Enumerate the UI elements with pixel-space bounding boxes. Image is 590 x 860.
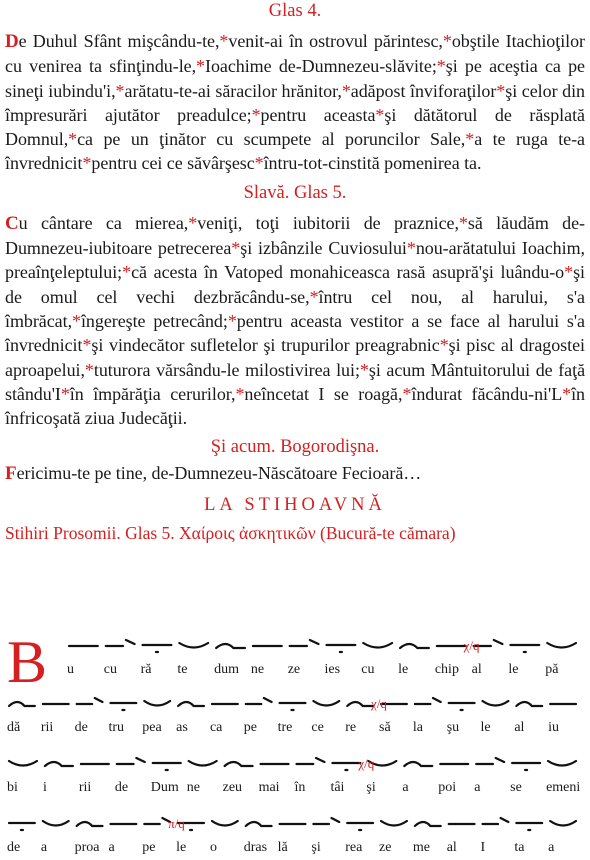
score-syllable: ce: [311, 720, 324, 735]
score-syllable: as: [176, 720, 188, 735]
score-syllable: tre: [277, 720, 293, 735]
score-syllable: se: [510, 780, 522, 795]
slava-heading: [5, 181, 585, 205]
neume-mark: [246, 822, 272, 826]
slava-segment: şi de omul cel vechi dezbrăcându-se,: [5, 262, 585, 307]
glas4-segment: întru-tot-cinstită pomenirea ta.: [263, 153, 482, 174]
score-syllable: lă: [277, 840, 288, 855]
score-syllable: al: [446, 840, 457, 855]
score-syllable: şi: [311, 840, 321, 855]
pause-asterisk: *: [60, 383, 70, 404]
neume-mark: [43, 821, 69, 826]
pause-asterisk: *: [251, 104, 261, 125]
pause-asterisk: *: [219, 31, 229, 51]
neume-mark: [512, 763, 540, 770]
score-syllable: le: [176, 840, 187, 855]
neume-mark: [483, 701, 509, 706]
neume-mark: [45, 762, 73, 766]
neume-mark: [106, 640, 135, 646]
score-syllable: ne: [250, 662, 265, 677]
pause-asterisk: *: [375, 104, 385, 125]
neume-mark: [313, 818, 339, 824]
pause-asterisk: *: [564, 262, 574, 283]
slava-segment: nou-arătatului Ioachim, preaînţeleptului;: [5, 238, 585, 283]
neume-mark: [550, 821, 576, 826]
neume-mark: [313, 701, 339, 706]
neume-mark: [77, 698, 103, 704]
score-syllable: Dum: [150, 780, 179, 795]
neume-mark: [476, 758, 504, 764]
score-syllable: de: [114, 780, 129, 795]
pause-asterisk: *: [82, 335, 92, 356]
slava-heading-rest: lavă. Glas 5.: [253, 182, 347, 203]
pause-asterisk: *: [115, 80, 125, 101]
neume-mark: [178, 702, 204, 706]
pause-asterisk: *: [309, 286, 319, 307]
siacum-heading-red: Bogorodişna.: [280, 437, 380, 458]
score-syllable: rii: [78, 780, 92, 795]
neume-mark: [404, 762, 432, 766]
music-score: [5, 622, 585, 860]
neume-mark: [449, 703, 475, 710]
siacum-initial: F: [5, 463, 17, 485]
neume-mark: [9, 702, 35, 706]
pause-asterisk: *: [72, 310, 81, 331]
score-syllable: şi: [366, 780, 376, 795]
page: [5, 0, 585, 545]
score-syllable: să: [379, 720, 391, 735]
pause-asterisk: *: [562, 383, 572, 404]
pause-asterisk: *: [196, 56, 205, 77]
slava-segment: şi vindecător sufletelor şi trupurilor preagrabnic: [91, 335, 440, 356]
neume-mark: [332, 763, 360, 770]
score-syllable: o: [209, 840, 217, 855]
neume-mark: [143, 645, 172, 652]
score-syllable: ze: [379, 840, 392, 855]
neume-mark: [216, 644, 245, 648]
slava-segment: şi acum Mântuitorului de faţă stându'I: [5, 359, 586, 404]
score-syllable: cu: [361, 662, 375, 677]
neume-mark: [110, 703, 136, 710]
glas4-segment: Ioachime de-Dumnezeu-slăvite;: [205, 56, 437, 77]
neume-mark: [225, 762, 253, 766]
pause-asterisk: *: [436, 56, 446, 77]
score-syllable: re: [345, 720, 357, 735]
neume-mark: [297, 758, 325, 764]
score-syllable: zeu: [222, 780, 243, 795]
score-syllable: pea: [142, 720, 162, 735]
slava-segment: u cântare ca mierea,: [18, 212, 189, 233]
neume-mark: [400, 644, 429, 648]
pause-asterisk: *: [458, 212, 468, 233]
score-syllable: al: [471, 662, 482, 677]
score-syllable: de: [74, 720, 88, 735]
score-initial: B: [7, 629, 48, 695]
score-syllable: al: [514, 720, 525, 735]
neume-mark: [153, 763, 181, 770]
neume-mark: [415, 698, 441, 704]
score-syllable: rii: [40, 720, 54, 735]
glas4-segment: pentru cei ce săvârşesc: [91, 153, 255, 174]
score-syllable: te: [177, 662, 188, 677]
score-syllable: ca: [209, 720, 223, 735]
neume-mark: [347, 702, 373, 706]
pause-asterisk: *: [188, 212, 198, 233]
neume-mark: [327, 645, 356, 652]
slava-heading-s: S: [243, 182, 254, 203]
martyria-mark: χ/q: [463, 638, 480, 653]
score-syllable: i: [42, 780, 47, 795]
slava-segment: îngereşte petrecând;: [80, 310, 228, 331]
score-syllable: le: [398, 662, 409, 677]
score-syllable: a: [40, 840, 48, 855]
neume-mark: [77, 822, 103, 826]
score-syllable: ies: [324, 662, 341, 677]
score-syllable: dă: [7, 720, 21, 735]
score-syllable: u: [67, 662, 74, 677]
siacum-heading-black: Şi acum.: [210, 437, 276, 458]
score-syllable: pe: [142, 840, 156, 855]
glas4-segment: obştile Itachioţilor cu venirea ta sfinţindu-le,: [5, 31, 585, 77]
glas4-paragraph: [5, 29, 585, 176]
neume-row: [5, 808, 585, 838]
score-syllable: cu: [103, 662, 117, 677]
score-syllable: a: [402, 780, 409, 795]
pause-asterisk: *: [341, 80, 351, 101]
neume-mark: [548, 761, 576, 766]
neume-mark: [144, 818, 170, 824]
neume-mark: [290, 640, 319, 646]
score-syllable: proa: [74, 840, 100, 855]
neume-mark: [144, 701, 170, 706]
neume-row: [5, 688, 585, 718]
martyria-mark: χ/q: [358, 756, 375, 771]
pause-asterisk: *: [68, 129, 78, 150]
neume-row: [5, 748, 585, 778]
neume-mark: [212, 821, 238, 826]
neume-mark: [9, 761, 37, 766]
slava-segment: neîncetat I se roagă,: [244, 383, 403, 404]
slava-segment: îndurat făcându-ni'L: [411, 383, 563, 404]
slava-segment: şi izbânzile Cuviosului: [240, 238, 407, 259]
score-syllable: emeni: [546, 780, 581, 795]
score-syllable: şu: [446, 720, 460, 735]
score-syllable: tâi: [330, 780, 345, 795]
score-syllable: ze: [287, 662, 301, 677]
glas4-segment: şi celor din împresurări ajutător preadulce;: [5, 80, 585, 125]
pause-asterisk: *: [439, 335, 449, 356]
score-syllable: bi: [7, 780, 18, 795]
score-syllable: în: [294, 780, 306, 795]
glas4-segment: ca pe un ţinător cu scumpete al poruncilor Sale,: [77, 129, 466, 150]
neume-mark: [117, 758, 145, 764]
martyria-mark: χ/q: [371, 696, 387, 711]
pause-asterisk: *: [359, 359, 369, 380]
score-syllable: le: [480, 720, 491, 735]
slava-segment: în împărăţia cerurilor,: [69, 383, 236, 404]
pause-asterisk: *: [235, 383, 245, 404]
slava-segment: întru cel nou, al harului, s'a îmbrăcat,: [5, 286, 585, 331]
pause-asterisk: *: [231, 238, 241, 259]
score-syllable: tru: [108, 720, 125, 735]
neume-mark: [9, 823, 35, 830]
siacum-paragraph: [5, 461, 585, 486]
slava-segment: tuturora vărsându-le milostivirea lui;: [93, 359, 360, 380]
score-syllable: iu: [548, 720, 560, 735]
slava-paragraph: [5, 211, 585, 431]
glas4-segment: venit-ai în ostrovul părintesc,: [228, 31, 443, 51]
neume-mark: [363, 643, 392, 648]
glas4-segment: e Duhul Sfânt mişcându-te,: [18, 31, 220, 51]
pause-asterisk: *: [406, 238, 416, 259]
pause-asterisk: *: [84, 359, 94, 380]
neume-mark: [516, 823, 542, 830]
glas4-segment: arătatu-te-ai săracilor hrănitor,: [124, 80, 342, 101]
score-syllable: de: [7, 840, 21, 855]
pause-asterisk: *: [122, 262, 132, 283]
score-syllable: la: [412, 720, 423, 735]
glas4-heading: Glas 4.: [268, 1, 322, 21]
glas4-segment: a te ruga te-a învrednicit: [5, 129, 585, 174]
martyria-mark: π/q: [168, 816, 185, 831]
neume-mark: [347, 823, 373, 830]
slava-segment: pentru aceasta vestitor a se face al harului s'a învrednicit: [5, 310, 585, 356]
score-syllable: a: [474, 780, 481, 795]
section-title: LA STIHOAVNĂ: [204, 494, 386, 515]
neume-mark: [510, 645, 539, 652]
slava-initial: C: [5, 212, 19, 234]
score-syllable: dum: [214, 662, 240, 677]
siacum-heading: [5, 435, 585, 459]
slava-segment: veniţi, toţi iubitorii de praznice,: [197, 212, 459, 233]
slava-segment: că acesta în Vatoped monahiceasca rasă asupră'şi luându-o: [131, 262, 565, 283]
neume-mark: [516, 702, 542, 706]
pause-asterisk: *: [465, 129, 475, 150]
glas4-segment: şi dătătorul de răsplată Domnul,: [5, 104, 585, 150]
neume-mark: [483, 818, 509, 824]
glas4-segment: pentru aceasta: [260, 104, 376, 125]
slava-segment: şi pisc al dragostei aproapelui,: [5, 335, 585, 380]
pause-asterisk: *: [402, 383, 412, 404]
pause-asterisk: *: [442, 31, 452, 51]
neume-mark: [280, 703, 306, 710]
neume-mark: [246, 698, 272, 704]
pause-asterisk: *: [82, 153, 92, 174]
score-syllable: le: [508, 662, 519, 677]
neume-mark: [179, 643, 208, 648]
score-syllable: ră: [140, 662, 152, 677]
neume-mark: [189, 761, 217, 766]
neume-row: [5, 630, 585, 660]
score-syllable: rea: [345, 840, 363, 855]
pause-asterisk: *: [254, 153, 264, 174]
score-syllable: pă: [545, 662, 559, 677]
score-syllable: dras: [243, 840, 268, 855]
score-syllable: ne: [186, 780, 200, 795]
score-syllable: pe: [243, 720, 257, 735]
pause-asterisk: *: [496, 80, 506, 101]
score-syllable: poi: [438, 780, 457, 795]
score-syllable: chip: [434, 662, 459, 677]
neume-mark: [381, 821, 407, 826]
score-syllable: mai: [258, 780, 280, 795]
stihiri-line: Stihiri Prosomii. Glas 5. Χαίροις ἀσκητικῶν (Bucură-te cămara): [5, 522, 456, 543]
glas4-segment: adăpost înviforaţilor: [350, 80, 497, 101]
score-syllable: a: [108, 840, 115, 855]
slava-segment: să lăudăm de-Dumnezeu-iubitoare petrecerea: [5, 212, 585, 259]
score-syllable: ta: [514, 840, 525, 855]
slava-segment: în înfricoşată ziua Judecăţii.: [5, 383, 585, 429]
score-syllable: me: [412, 840, 430, 855]
neume-mark: [547, 643, 576, 648]
pause-asterisk: *: [227, 310, 237, 331]
glas4-initial: D: [5, 31, 19, 52]
neume-mark: [415, 822, 441, 826]
glas4-segment: şi pe aceştia ca pe sineţi iubindu'i,: [5, 56, 585, 101]
score-syllable: I: [480, 840, 486, 855]
siacum-text: ericimu-te pe tine, de-Dumnezeu-Născătoare Fecioară…: [16, 463, 422, 484]
score-syllable: a: [548, 840, 555, 855]
